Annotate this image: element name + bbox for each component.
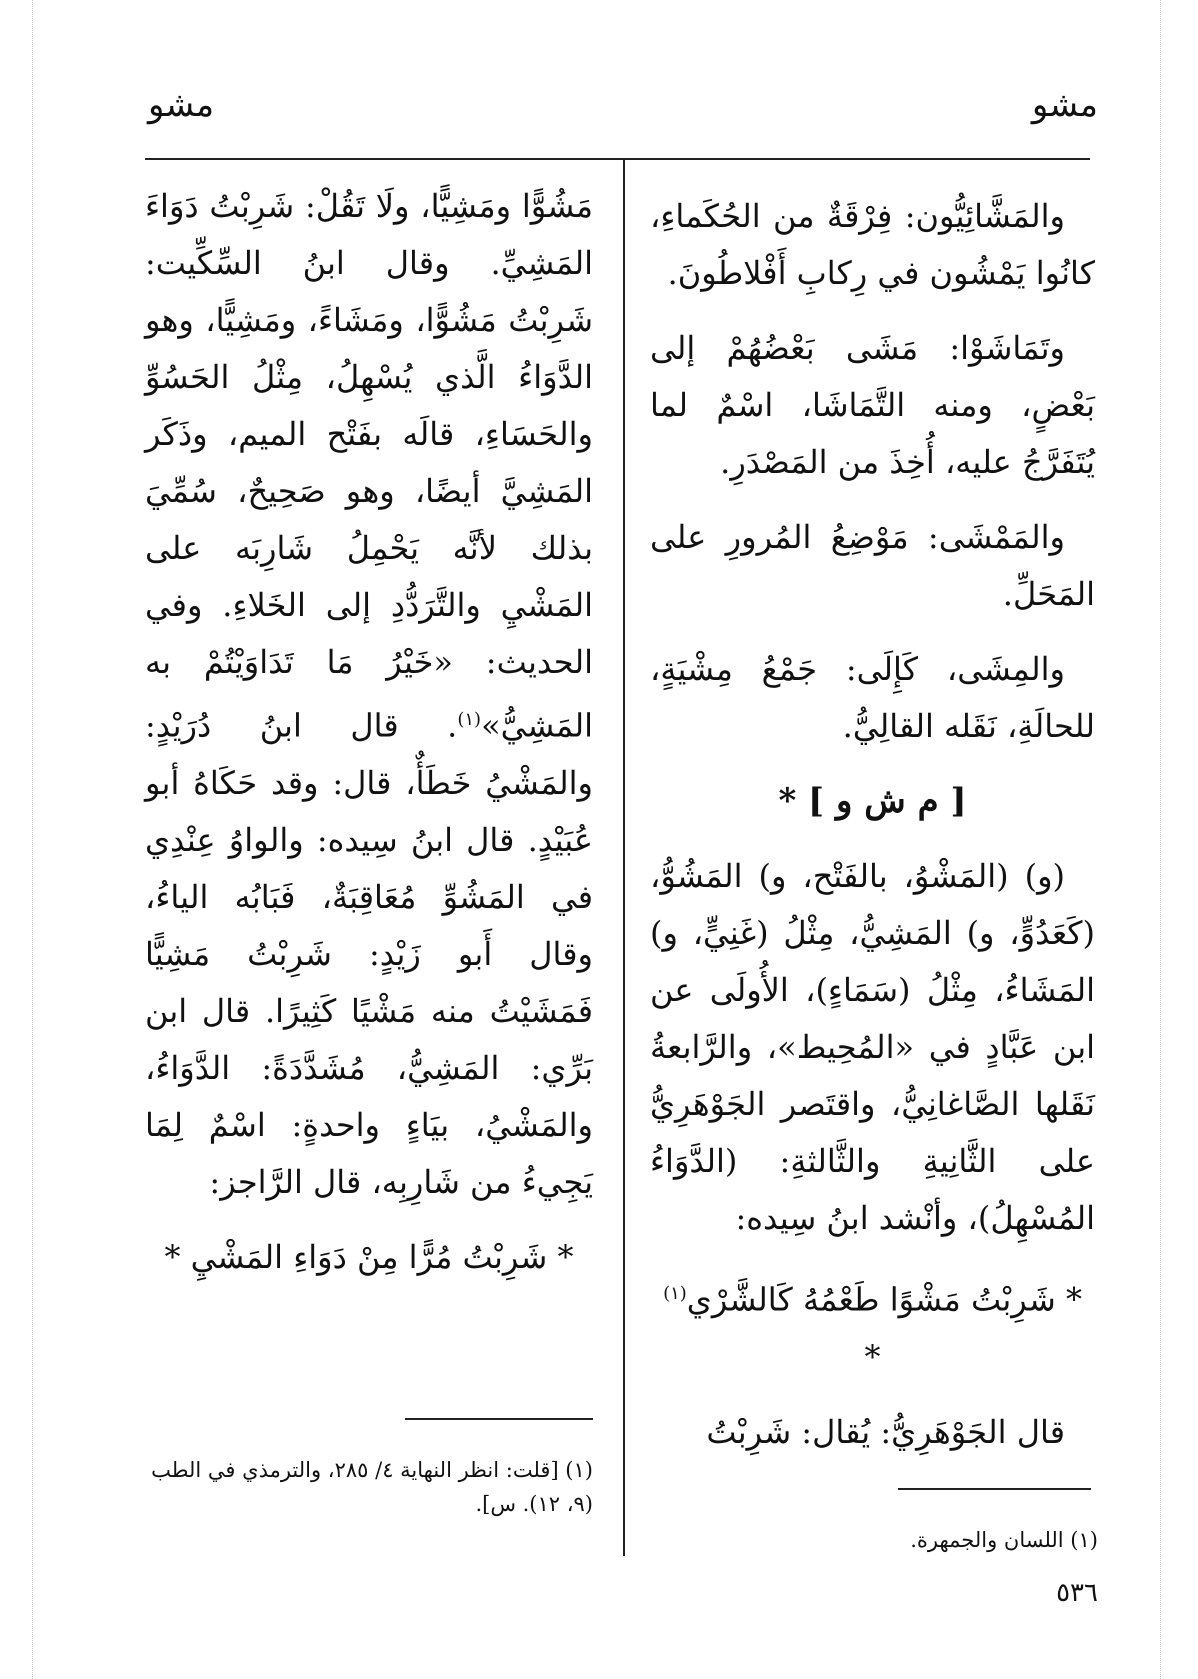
paragraph: وتَمَاشَوْا: مَشَى بَعْضُهُمْ إلى بَعْضٍ، ومنه التَّمَاشَا، اسْمٌ لما يُتَفَرَّجُ عليه، أُخِذَ من المَصْدَرِ.: [650, 329, 1095, 481]
left-column: [145, 178, 593, 1304]
entry-heading: [ م ش و ] *: [778, 781, 967, 821]
scan-guide-line: [1160, 0, 1161, 1679]
paragraph: والمَشَّائِيُّون: فِرْقَةٌ من الحُكَماءِ، كانُوا يَمْشُون في رِكابِ أَفْلاطُونَ.: [650, 197, 1095, 292]
footnote-right: (١) اللسان والجمهرة.: [910, 1528, 1098, 1552]
scan-guide-line: [32, 0, 33, 1679]
verse-line: * شَرِبْتُ مُرًّا مِنْ دَوَاءِ المَشْيِ *: [164, 1237, 574, 1276]
paragraph-text: . قال ابنُ دُرَيْدٍ: والمَشْيُ خَطَأٌ، قال: وقد حَكَاهُ أبو عُبَيْدٍ. قال ابنُ سِيده: والواوُ عِنْدِي في المَشُوِّ مُعَاقِبَةٌ، فَبَابُه الياءُ، وقال أَبو زَيْدٍ: شَرِبْتُ مَشِيًّا فَمَشَيْتُ منه مَشْيًا كَثِيرًا. قال ابن بَرِّي: المَشِيُّ، مُشَدَّدَةً: الدَّوَاءُ، والمَشْيُ، بيَاءٍ واحدةٍ: اسْمٌ لِمَا يَجِيءُ من شَارِبِه، قال الرَّاجز:: [145, 706, 593, 1201]
paragraph-text: مَشُوًّا ومَشِيًّا، ولَا تَقُلْ: شَرِبْتُ دَوَاءَ المَشِيِّ. وقال ابنُ السِّكِّيت: شَرِبْتُ مَشُوًّا، ومَشَاءً، ومَشِيًّا، وهو الدَّوَاءُ الَّذي يُسْهِلُ، مِثْلُ الحَسُوِّ والحَسَاءِ، قالَه بفَتْح الميم، وذَكَر المَشِيَّ أيضًا، وهو صَحِيحٌ، سُمِّيَ بذلك لأنَّه يَحْمِلُ شَارِبَه على المَشْيِ والتَّرَدُّدِ إلى الخَلاءِ. وفي الحديث: «خَيْرُ مَا تَدَاوَيْتُمْ به المَشِيُّ»: [145, 187, 593, 745]
right-column: [650, 188, 1095, 1479]
column-divider: [623, 158, 625, 1556]
footnote-rule: [898, 1488, 1091, 1490]
paragraph: والمِشَى، كَإِلَى: جَمْعُ مِشْيَةٍ، للحالَةِ، نَقَله القالِيُّ.: [650, 650, 1095, 745]
verse-line: [650, 1265, 1095, 1386]
footnote-marker: (١): [663, 1283, 687, 1304]
paragraph: (و) (المَشْوُ، بالفَتْح، و) المَشُوُّ، (كَعَدُوٍّ، و) المَشِيُّ، مِثْلُ (غَنِيٍّ، و) المَشَاءُ، مِثْلُ (سَمَاءٍ)، الأُولَى عن ابن عَبَّادٍ في «المُحِيط»، والرَّابعةُ نَقَلها الصَّاغانِيُّ، واقتَصر الجَوْهَرِيُّ على الثَّانِيةِ والثَّالثةِ: (الدَّوَاءُ المُسْهِلُ)، وأنْشد ابنُ سِيده:: [650, 857, 1095, 1237]
running-head-right: مشو: [1031, 85, 1098, 125]
paragraph: [145, 178, 593, 1211]
paragraph: والمَمْشَى: مَوْضِعُ المُرورِ على المَحَلِّ.: [650, 518, 1095, 613]
header-rule: [145, 158, 1090, 160]
running-head-left: مشو: [148, 85, 215, 125]
footnote-left: (١) [قلت: انظر النهاية ٤/ ٢٨٥، والترمذي في الطب (٩، ١٢). س].: [151, 1458, 593, 1516]
verse-text: * شَرِبْتُ مَشْوًا طَعْمُهُ كَالشَّرْي: [686, 1280, 1082, 1319]
footnote-marker: (١): [457, 709, 482, 730]
page-number: ٥٣٦: [1056, 1578, 1098, 1608]
paragraph: قال الجَوْهَرِيُّ: يُقال: شَرِبْتُ: [706, 1412, 1065, 1451]
footnote-rule: [405, 1418, 593, 1420]
verse-end: *: [864, 1337, 881, 1376]
